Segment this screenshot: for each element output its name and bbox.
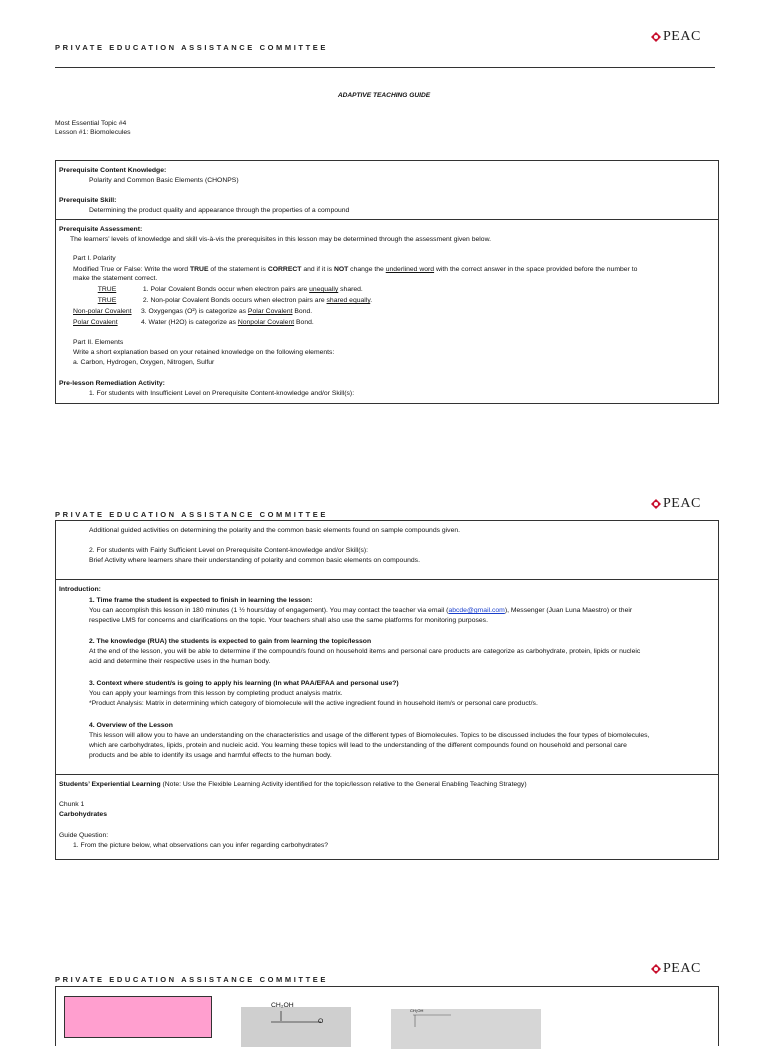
intro-s3-line1: You can apply your learnings from this lesson by completing product analysis matrix.	[89, 690, 343, 697]
prl-item1: 1. For students with Insufficient Level on Prerequisite Content-knowledge and/or Skill(s):	[89, 390, 355, 397]
peac-logo	[651, 29, 701, 45]
part2-item: a. Carbon, Hydrogen, Oxygen, Nitrogen, Sulfur	[73, 359, 215, 366]
peac-diamond-icon	[651, 499, 661, 509]
pa-intro: The learners’ levels of knowledge and skill vis-à-vis the prerequisites in this lesson may be determined through the assessment given below.	[70, 236, 491, 243]
peac-logo-text: PEAC	[663, 496, 701, 511]
intro-s4-line3: products and be able to identify its usage and harmful effects to the human body.	[89, 752, 332, 759]
peac-logo	[651, 496, 701, 512]
prk-label: Prerequisite Content Knowledge:	[59, 167, 167, 174]
part2-title: Part II. Elements	[73, 339, 124, 346]
list-item: TRUE 2. Non-polar Covalent Bonds occurs when electron pairs are shared equally.	[97, 297, 373, 304]
part1-instructions: Modified True or False: Write the word TRUE of the statement is CORRECT and if it is NOT change the underlined word with the correct answer in the space provided before the number to	[73, 266, 638, 273]
lesson-box	[55, 520, 719, 860]
peac-logo-text: PEAC	[663, 961, 701, 976]
list-item: Polar Covalent 4. Water (H2O) is categorize as Nonpolar Covalent Bond.	[73, 319, 314, 326]
intro-s4-line1: This lesson will allow you to have an understanding on the characteristics and usage of the different types of Biomolecules. Topics to be discussed includes the four types of biomolecules,	[89, 732, 650, 739]
part2-instructions: Write a short explanation based on your retained knowledge on the following elements:	[73, 349, 335, 356]
email-link[interactable]: abcde@gmail.com	[448, 607, 505, 614]
doc-title: ADAPTIVE TEACHING GUIDE	[337, 92, 431, 99]
chunk-number: Chunk 1	[59, 801, 85, 808]
ps-label: Prerequisite Skill:	[59, 197, 117, 204]
intro-s2-line1: At the end of the lesson, you will be able to determine if the compound/s found on household items and personal care products are categorize as carbohydrate, protein, lipids or nucleic	[89, 648, 641, 655]
fructose-structure-image	[391, 1009, 541, 1049]
remediation-item2-text: Brief Activity where learners share their understanding of polarity and common basic elements on compounds.	[89, 557, 420, 564]
header-rule	[55, 67, 715, 68]
intro-s3-title: 3. Context where student/s is going to apply his learning (In what PAA/EFAA and personal use?)	[89, 680, 399, 687]
chunk-title: Carbohydrates	[59, 811, 107, 818]
list-item: Non-polar Covalent 3. Oxygengas (O²) is categorize as Polar Covalent Bond.	[73, 308, 313, 315]
sel-heading: Students’ Experiential Learning (Note: Use the Flexible Learning Activity identified for the topic/lesson relative to the General Enabling Teaching Strategy)	[59, 781, 527, 788]
images-box	[55, 986, 719, 1046]
prk-text: Polarity and Common Basic Elements (CHONPS)	[89, 177, 239, 184]
intro-s2-title: 2. The knowledge (RUA) the students is expected to gain from learning the topic/lesson	[89, 638, 372, 645]
intro-s1-title: 1. Time frame the student is expected to finish in learning the lesson:	[89, 597, 313, 604]
guide-question-1: 1. From the picture below, what observations can you infer regarding carbohydrates?	[73, 842, 329, 849]
glucose-structure-icon	[241, 1007, 351, 1027]
section-divider	[56, 219, 718, 220]
structure-ch2oh-label: CH₂OH	[271, 1002, 294, 1009]
remediation-item2: 2. For students with Fairly Sufficient Level on Prerequisite Content-knowledge and/or Skill(s):	[89, 547, 369, 554]
structure-small-label: CH₂OH	[410, 1008, 424, 1013]
doc-topic: Most Essential Topic #4	[55, 120, 127, 127]
prl-label: Pre-lesson Remediation Activity:	[59, 380, 165, 387]
intro-s1-line2: respective LMS for concerns and clarifications on the topic. Your teachers shall also use the same platforms for monitoring purposes.	[89, 617, 488, 624]
page-header-org: PRIVATE EDUCATION ASSISTANCE COMMITTEE	[55, 510, 328, 519]
intro-s4-title: 4. Overview of the Lesson	[89, 722, 173, 729]
intro-s4-line2: which are carbohydrates, lipids, protein and nucleic acid. You learning these topics will lead to the understanding of the different compounds found on household and personal care	[89, 742, 627, 749]
pink-image-placeholder	[64, 996, 212, 1038]
peac-logo	[651, 961, 701, 977]
guide-question-label: Guide Question:	[59, 832, 109, 839]
intro-label: Introduction:	[59, 586, 101, 593]
peac-diamond-icon	[651, 32, 661, 42]
page-header-org: PRIVATE EDUCATION ASSISTANCE COMMITTEE	[55, 43, 328, 52]
intro-s2-line2: acid and determine their respective uses in the human body.	[89, 658, 271, 665]
glucose-structure-image	[241, 1007, 351, 1047]
section-divider	[56, 774, 718, 775]
prerequisite-box	[55, 160, 719, 404]
ps-text: Determining the product quality and appearance through the properties of a compound	[89, 207, 350, 214]
page-header-org: PRIVATE EDUCATION ASSISTANCE COMMITTEE	[55, 975, 328, 984]
list-item: TRUE 1. Polar Covalent Bonds occur when electron pairs are unequally shared.	[97, 286, 363, 293]
intro-s1-line1: You can accomplish this lesson in 180 minutes (1 ½ hours/day of engagement). You may contact the teacher via email (abcde@gmail.com), Messenger (Juan Luna Maestro) or their	[89, 607, 633, 614]
doc-lesson: Lesson #1: Biomolecules	[55, 129, 131, 136]
peac-diamond-icon	[651, 964, 661, 974]
section-divider	[56, 579, 718, 580]
part1-instructions-2: make the statement correct.	[73, 275, 158, 282]
structure-o-label: O	[318, 1018, 324, 1025]
additional-activities: Additional guided activities on determining the polarity and the common basic elements found on sample compounds given.	[89, 527, 461, 534]
intro-s3-line2: *Product Analysis: Matrix in determining which category of biomolecule will the active ingredient found in household item/s or personal care product/s.	[89, 700, 538, 707]
part1-title: Part I. Polarity	[73, 255, 116, 262]
peac-logo-text: PEAC	[663, 29, 701, 44]
pa-label: Prerequisite Assessment:	[59, 226, 143, 233]
